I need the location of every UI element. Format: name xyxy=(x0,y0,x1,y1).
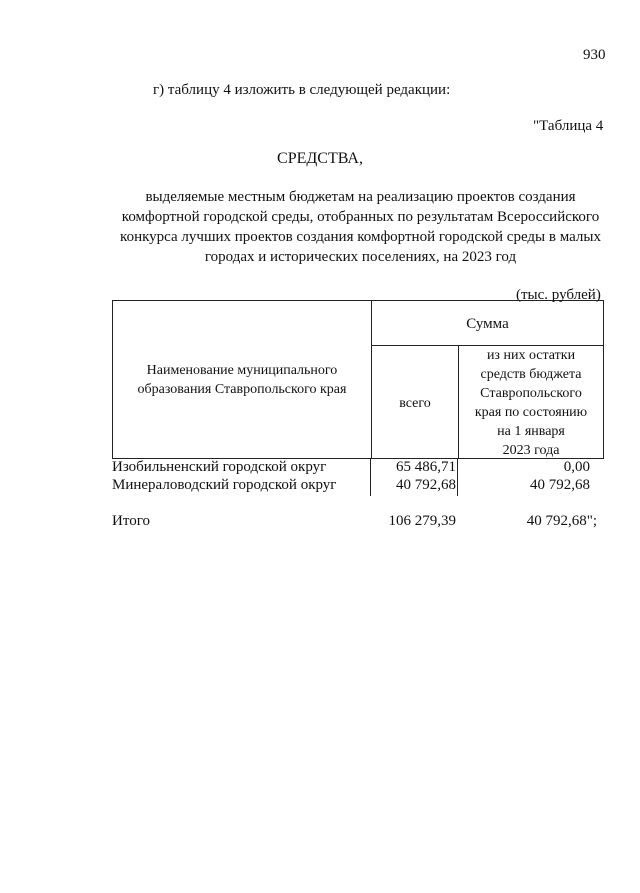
row-remainder: 40 792,68 xyxy=(530,477,590,493)
subtitle-line: конкурса лучших проектов создания комфортной городской среды в малых xyxy=(120,229,601,245)
subtitle-line: выделяемые местным бюджетам на реализацию проектов создания xyxy=(145,189,576,205)
row-total: 65 486,71 xyxy=(396,459,456,475)
row-remainder: 0,00 xyxy=(563,459,590,475)
row-total: 40 792,68 xyxy=(396,477,456,493)
row-name: Минераловодский городской округ xyxy=(112,477,337,493)
table-caption: "Таблица 4 xyxy=(533,118,604,134)
column-header-remainder: из них остатки средств бюджета Ставропольского края по состоянию на 1 января 2023 года xyxy=(474,348,588,458)
column-header-total: всего xyxy=(399,396,431,411)
units-label: (тыс. рублей) xyxy=(516,287,601,303)
row-name: Изобильненский городской округ xyxy=(112,459,327,475)
subtitle-line: городах и исторических поселениях, на 2023 год xyxy=(204,249,517,265)
column-divider xyxy=(370,458,371,496)
footer-remainder: 40 792,68"; xyxy=(526,513,597,529)
table-header xyxy=(112,300,604,459)
page-number: 930 xyxy=(583,47,606,63)
intro-text: г) таблицу 4 изложить в следующей редакции: xyxy=(153,82,451,98)
footer-total: 106 279,39 xyxy=(388,513,456,529)
footer-name: Итого xyxy=(112,513,150,529)
column-header-sum: Сумма xyxy=(466,316,509,332)
column-header-name: Наименование муниципального образования Ставропольского края xyxy=(137,363,347,397)
document-subtitle xyxy=(112,187,609,267)
column-divider xyxy=(457,458,458,496)
subtitle-line: комфортной городской среды, отобранных по результатам Всероссийского xyxy=(121,209,600,225)
document-title: СРЕДСТВА, xyxy=(277,150,363,167)
